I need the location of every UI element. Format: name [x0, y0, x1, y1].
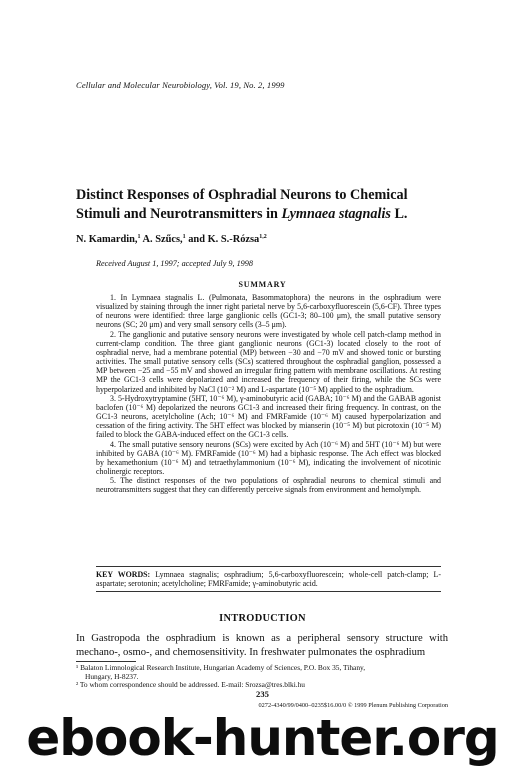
journal-citation: Cellular and Molecular Neurobiology, Vol. 19, No. 2, 1999: [76, 80, 285, 90]
keywords-bottom-divider: [96, 591, 441, 592]
author-1-affiliation: 1: [137, 234, 141, 240]
article-title: [76, 186, 476, 224]
footnote-divider: [76, 661, 136, 662]
page-number: 235: [256, 689, 269, 699]
summary-paragraph-3: 3. 5-Hydroxytryptamine (5HT, 10⁻⁶ M), γ-aminobutyric acid (GABA; 10⁻⁶ M) and the GABAB agonist baclofen (10⁻⁶ M) depolarized the neurons GC1-3 and increased their firing frequency. In contrast, on the GC1-3 neurons, acetylcholine (Ach; 10⁻⁶ M) and FMRFamide (10⁻⁶ M) caused hyperpolarization and cessation of the firing activity. The 5HT effect was blocked by mianserin (10⁻⁵ M) but picrotoxin (10⁻⁵ M) failed to block the GABA-induced effect on the GC1-3 cells.: [96, 393, 441, 440]
title-line-1: Distinct Responses of Osphradial Neurons to Chemical: [76, 187, 408, 203]
summary-paragraph-1: 1. In Lymnaea stagnalis L. (Pulmonata, Basommatophora) the neurons in the osphradium were visualized by staining through the inner right parietal nerve by 5,6-carboxyfluorescein (5,6-CF). Three types of neurons were identified: three large ganglionic cells (GC1-3; 80–100 μm), the small putative sensory neurons (SC; 20 μm) and very small sensory cells (3–5 μm).: [96, 293, 441, 330]
author-3: and K. S.-Rózsa: [185, 234, 260, 245]
received-dates: Received August 1, 1997; accepted July 9, 1998: [96, 259, 253, 268]
footnotes: [76, 664, 448, 690]
author-list: [76, 234, 267, 245]
summary-paragraph-4: 4. The small putative sensory neurons (SCs) were excited by Ach (10⁻⁶ M) and 5HT (10⁻⁶ M) but were inhibited by GABA (10⁻⁶ M). FMRFamide (10⁻⁶ M) had a biphasic response. The Ach effect was blocked by hexamethonium (10⁻⁶ M) and tetraethylammonium (10⁻⁶ M), indicating the involvement of nicotinic cholinergic receptors.: [96, 439, 441, 476]
footnote-1-continued: Hungary, H-8237.: [85, 671, 139, 681]
copyright-line: 0272-4340/99/0400–0235$16.00/0 © 1999 Plenum Publishing Corporation: [258, 702, 448, 709]
summary-paragraph-2: 2. The ganglionic and putative sensory neurons were investigated by whole cell patch-clamp method in current-clamp condition. The three giant ganglionic neurons (GC1-3) located closely to the root of osphradial nerve, had a membrane potential (MP) between −30 and −70 mV and showed tonic or bursting activities. The small putative sensory cells (SCs) scattered throughout the osphradial ganglion, possessed a MP between −25 and −55 mV and showed an irregular firing pattern with membrane oscillations. At resting MP the GC1-3 cells were depolarized and increased the frequency of their firing, while the SCs were hyperpolarized and inhibited by NaCl (10⁻² M) and L-aspartate (10⁻⁵ M) applied to the osphradium.: [96, 329, 441, 394]
summary-paragraph-5: 5. The distinct responses of the two populations of osphradial neurons to chemical stimuli and neurotransmitters suggest that they can differently perceive signals from environment and hemolymph.: [96, 476, 441, 495]
keywords-label: KEY WORDS:: [96, 570, 151, 579]
title-species-name: Lymnaea stagnalis: [281, 206, 391, 222]
summary-heading: SUMMARY: [238, 280, 287, 289]
keywords-block: [96, 570, 441, 588]
introduction-text: In Gastropoda the osphradium is known as a peripheral sensory structure with mechano-, osmo-, and chemosensitivity. In freshwater pulmonates the osphradium: [76, 633, 448, 658]
title-line-2-end: L.: [390, 206, 408, 222]
introduction-heading: INTRODUCTION: [219, 613, 306, 624]
author-1: N. Kamardin,: [76, 234, 138, 245]
site-watermark: ebook-hunter.org: [26, 709, 499, 767]
footnote-1: ¹ Balaton Limnological Research Institute, Hungarian Academy of Sciences, P.O. Box 35, Tihany,: [76, 663, 366, 672]
keywords-text: Lymnaea stagnalis; osphradium; 5,6-carboxyfluorescein; whole-cell patch-clamp; L-aspartate; serotonin; acetylcholine; FMRFamide; γ-aminobutyric acid.: [96, 570, 441, 589]
keywords-top-divider: [96, 566, 441, 567]
summary-block: [96, 293, 441, 494]
author-2-affiliation: 1: [182, 234, 186, 240]
title-line-2-start: Stimuli and Neurotransmitters in: [76, 206, 282, 222]
footnote-2: ² To whom correspondence should be addressed. E-mail: Srozsa@tres.blki.hu: [76, 680, 306, 690]
author-2: A. Szűcs,: [140, 234, 183, 245]
author-3-affiliation: 1,2: [259, 234, 267, 240]
